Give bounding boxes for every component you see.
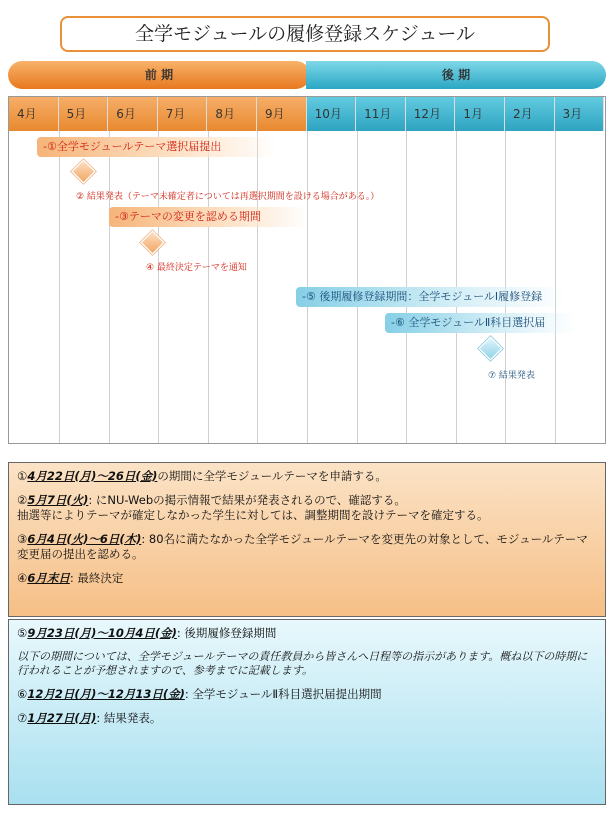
note-line-1 (17, 469, 597, 485)
month-jan: 1月 (455, 97, 505, 131)
circled-number: ④ (17, 570, 28, 585)
note-text: : 全学モジュールⅡ科目選択届提出期間 (184, 687, 382, 702)
milestone-4-diamond (140, 230, 164, 254)
date-range: 9月23日(月)～10月4日(金) (27, 626, 177, 640)
month-mar: 3月 (555, 97, 605, 131)
note-line-3 (17, 532, 597, 563)
second-semester-banner: 後 期 (306, 61, 606, 89)
month-oct: 10月 (307, 97, 357, 131)
milestone-7-diamond (478, 336, 502, 360)
circled-number: ⑦ (17, 710, 28, 725)
note-text: の期間に全学モジュールテーマを申請する。 (157, 469, 387, 483)
month-feb: 2月 (505, 97, 555, 131)
note-text: : 80名に満たなかった全学モジュールテーマを変更先の対象として、モジュールテーマ変更届の提出を認める。 (17, 531, 588, 562)
date-range: 5月7日(火) (27, 492, 89, 507)
grid-line (59, 131, 60, 443)
milestone-1-bar: -①全学モジュールテーマ選択届提出 (37, 137, 277, 157)
month-sep: 9月 (257, 97, 307, 131)
note-text: : にNU-Webの掲示情報で結果が発表されるので、確認する。 (88, 492, 406, 507)
grid-line (158, 131, 159, 443)
grid-line (109, 131, 110, 443)
date-range: 1月27日(月) (27, 710, 97, 725)
circled-number: ⑤ (17, 626, 28, 640)
month-jun: 6月 (108, 97, 158, 131)
schedule-chart (8, 96, 606, 444)
note-text: 抽選等によりテーマが確定しなかった学生に対しては、調整期間を設けテーマを確定する。 (17, 508, 489, 523)
milestone-5-bar: -⑤ 後期履修登録期間：全学モジュールⅠ履修登録 (296, 287, 566, 307)
grid-line (257, 131, 258, 443)
note-text: : 結果発表。 (96, 710, 162, 725)
note-line-4 (17, 571, 597, 587)
date-range: 4月22日(月)～26日(金) (27, 469, 158, 483)
date-range: 6月4日(火)～6日(木) (27, 531, 142, 546)
milestone-6-bar: -⑥ 全学モジュールⅡ科目選択届 (385, 313, 575, 333)
page-title: 全学モジュールの履修登録スケジュール (60, 16, 550, 52)
milestone-7-note: ⑦ 結果発表 (488, 371, 535, 381)
month-header (9, 97, 605, 131)
milestone-2-diamond (71, 159, 95, 183)
milestone-4-note: ④ 最終決定テーマを通知 (146, 263, 247, 273)
note-text: : 最終決定 (69, 570, 124, 585)
note-line-6 (17, 687, 597, 703)
month-nov: 11月 (356, 97, 406, 131)
month-jul: 7月 (158, 97, 208, 131)
grid-line (208, 131, 209, 443)
note-text: : 後期履修登録期間 (176, 626, 277, 640)
month-dec: 12月 (406, 97, 456, 131)
circled-number: ① (17, 469, 28, 483)
circled-number: ③ (17, 531, 28, 546)
note-line-2 (17, 493, 597, 524)
note-line-7 (17, 711, 597, 727)
note-line-5 (17, 626, 597, 642)
circled-number: ⑥ (17, 687, 28, 702)
milestone-3-bar: -③テーマの変更を認める期間 (109, 207, 309, 227)
second-semester-notes (8, 619, 606, 805)
month-may: 5月 (59, 97, 109, 131)
date-range: 6月末日 (27, 570, 70, 585)
circled-number: ② (17, 492, 28, 507)
month-apr: 4月 (9, 97, 59, 131)
milestone-2-note: ② 結果発表（テーマ未確定者については再選択期間を設ける場合がある。） (76, 192, 380, 202)
date-range: 12月2日(月)～12月13日(金) (27, 687, 185, 702)
month-aug: 8月 (207, 97, 257, 131)
note-paragraph: 以下の期間については、全学モジュールテーマの責任教員から皆さんへ日程等の指示があります。概ね以下の時期に行われることが予想されますので、参考までに記載します。 (17, 649, 588, 678)
first-semester-banner: 前 期 (8, 61, 310, 89)
first-semester-notes (8, 462, 606, 617)
